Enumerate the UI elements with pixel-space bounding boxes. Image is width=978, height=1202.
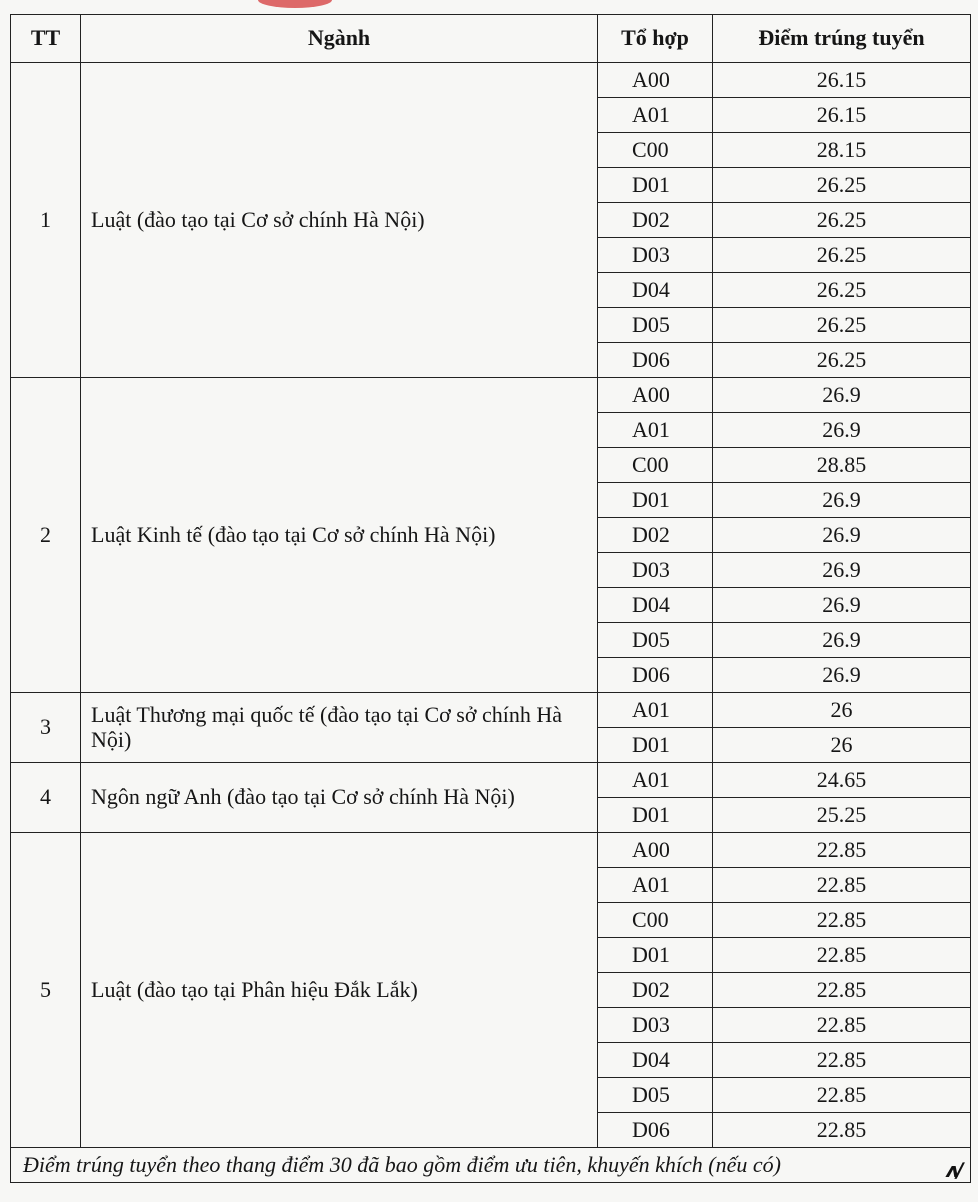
admission-score: 26 <box>713 728 971 763</box>
admission-score: 26.9 <box>713 518 971 553</box>
row-number: 4 <box>11 763 81 833</box>
row-number: 3 <box>11 693 81 763</box>
subject-combination: D02 <box>598 518 713 553</box>
subject-combination: D05 <box>598 1078 713 1113</box>
table-row <box>11 63 971 98</box>
table-row <box>11 693 971 728</box>
major-name: Luật (đào tạo tại Cơ sở chính Hà Nội) <box>81 63 598 378</box>
admission-score: 22.85 <box>713 1113 971 1148</box>
admission-score: 26.9 <box>713 623 971 658</box>
red-seal-stamp <box>258 0 332 8</box>
subject-combination: A00 <box>598 833 713 868</box>
admission-score: 24.65 <box>713 763 971 798</box>
admission-score: 26.9 <box>713 588 971 623</box>
major-name: Luật Thương mại quốc tế (đào tạo tại Cơ sở chính Hà Nội) <box>81 693 598 763</box>
subject-combination: D03 <box>598 1008 713 1043</box>
major-name: Ngôn ngữ Anh (đào tạo tại Cơ sở chính Hà Nội) <box>81 763 598 833</box>
admission-score: 26.9 <box>713 553 971 588</box>
header-tohop: Tổ hợp <box>598 15 713 63</box>
admission-score: 22.85 <box>713 903 971 938</box>
subject-combination: A00 <box>598 63 713 98</box>
admission-score: 25.25 <box>713 798 971 833</box>
admission-score: 22.85 <box>713 868 971 903</box>
subject-combination: D03 <box>598 238 713 273</box>
subject-combination: D04 <box>598 273 713 308</box>
subject-combination: D05 <box>598 623 713 658</box>
admission-score: 26.15 <box>713 63 971 98</box>
admission-score: 26.25 <box>713 238 971 273</box>
subject-combination: A01 <box>598 413 713 448</box>
admission-scores-table <box>10 14 971 1183</box>
admission-score: 26.9 <box>713 378 971 413</box>
subject-combination: D03 <box>598 553 713 588</box>
admission-score: 22.85 <box>713 1078 971 1113</box>
subject-combination: D04 <box>598 1043 713 1078</box>
subject-combination: D05 <box>598 308 713 343</box>
subject-combination: A01 <box>598 868 713 903</box>
admission-score: 26.25 <box>713 273 971 308</box>
table-body <box>11 63 971 1148</box>
subject-combination: D06 <box>598 658 713 693</box>
footnote <box>11 1148 971 1183</box>
admission-score: 26.25 <box>713 343 971 378</box>
header-diem: Điểm trúng tuyển <box>713 15 971 63</box>
row-number: 5 <box>11 833 81 1148</box>
admission-score: 28.15 <box>713 133 971 168</box>
subject-combination: C00 <box>598 448 713 483</box>
footnote-text: Điểm trúng tuyển theo thang điểm 30 đã bao gồm điểm ưu tiên, khuyến khích (nếu có) <box>23 1151 781 1177</box>
major-name: Luật (đào tạo tại Phân hiệu Đắk Lắk) <box>81 833 598 1148</box>
subject-combination: A01 <box>598 98 713 133</box>
subject-combination: D06 <box>598 343 713 378</box>
row-number: 2 <box>11 378 81 693</box>
admission-score: 22.85 <box>713 833 971 868</box>
subject-combination: D01 <box>598 938 713 973</box>
note-row <box>11 1148 971 1183</box>
cropped-header-strip <box>0 0 978 14</box>
subject-combination: A00 <box>598 378 713 413</box>
admission-score: 26.9 <box>713 483 971 518</box>
row-number: 1 <box>11 63 81 378</box>
subject-combination: A01 <box>598 693 713 728</box>
header-row <box>11 15 971 63</box>
admission-score: 26.25 <box>713 203 971 238</box>
admission-score: 26.25 <box>713 168 971 203</box>
admission-score: 22.85 <box>713 938 971 973</box>
admission-score: 26.25 <box>713 308 971 343</box>
table-row <box>11 378 971 413</box>
subject-combination: C00 <box>598 903 713 938</box>
header-nganh: Ngành <box>81 15 598 63</box>
subject-combination: D01 <box>598 728 713 763</box>
subject-combination: C00 <box>598 133 713 168</box>
admission-score: 26.9 <box>713 658 971 693</box>
header-tt: TT <box>11 15 81 63</box>
subject-combination: D02 <box>598 973 713 1008</box>
admission-score: 26.9 <box>713 413 971 448</box>
admission-score: 26 <box>713 693 971 728</box>
subject-combination: D01 <box>598 168 713 203</box>
admission-score: 28.85 <box>713 448 971 483</box>
subject-combination: D06 <box>598 1113 713 1148</box>
handwritten-initials: ᴧ∕ <box>946 1157 961 1182</box>
subject-combination: D04 <box>598 588 713 623</box>
admission-score: 26.15 <box>713 98 971 133</box>
admission-score: 22.85 <box>713 973 971 1008</box>
table-row <box>11 833 971 868</box>
admission-score: 22.85 <box>713 1008 971 1043</box>
subject-combination: D01 <box>598 483 713 518</box>
subject-combination: A01 <box>598 763 713 798</box>
admission-score: 22.85 <box>713 1043 971 1078</box>
major-name: Luật Kinh tế (đào tạo tại Cơ sở chính Hà Nội) <box>81 378 598 693</box>
subject-combination: D01 <box>598 798 713 833</box>
subject-combination: D02 <box>598 203 713 238</box>
table-row <box>11 763 971 798</box>
